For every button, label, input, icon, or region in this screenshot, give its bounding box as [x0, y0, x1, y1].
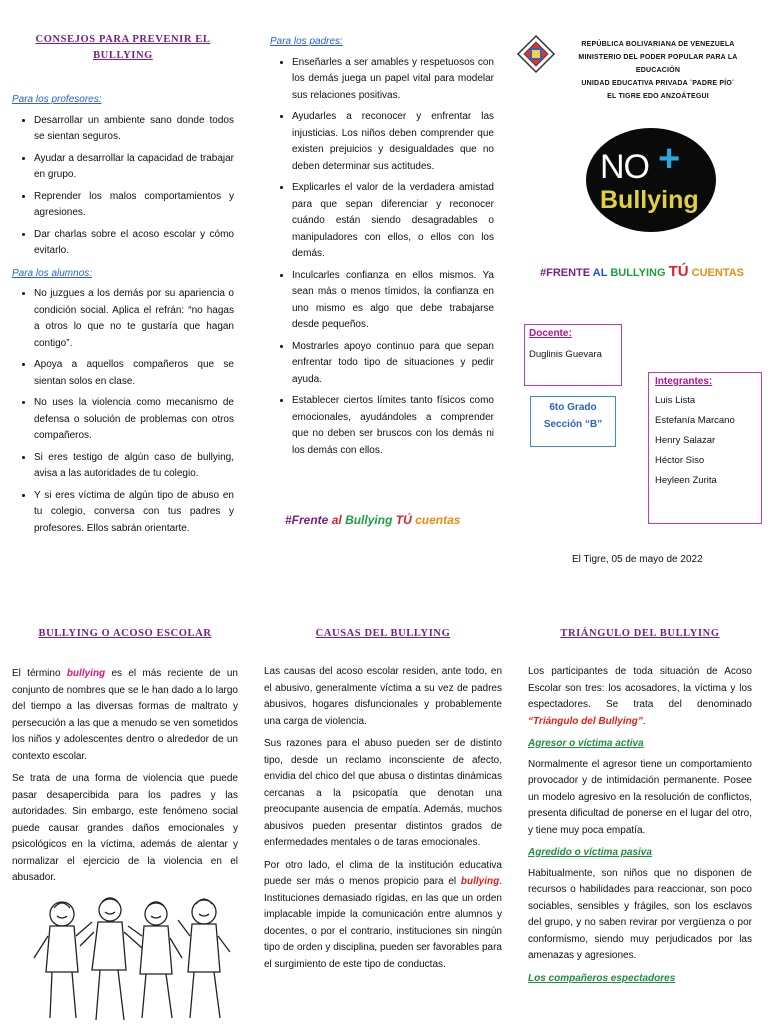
member-name: Henry Salazar: [655, 435, 716, 446]
section-text: Sección “B”: [543, 419, 603, 430]
slogan-word: #FRENTE: [540, 267, 591, 279]
header-line: REPÚBLICA BOLIVARIANA DE VENEZUELA: [581, 41, 735, 48]
header-line: MINISTERIO DEL PODER POPULAR PARA LA EDUCACIÓN: [578, 54, 738, 74]
list-item: • Establecer ciertos límites tanto físicos como emocionales, ayudándoles a comprender que no deben ser bruscos con los demás ni los demás con ellos.: [292, 393, 494, 459]
students-list: [12, 286, 234, 537]
member-name: Héctor Siso: [655, 455, 705, 466]
prevention-title: CONSEJOS PARA PREVENIR EL BULLYING: [35, 34, 211, 61]
slogan-word: AL: [592, 267, 608, 279]
slogan-word: cuentas: [415, 513, 461, 527]
victim-heading: Agredido o víctima pasiva: [528, 847, 652, 858]
text-run: Los participantes de toda situación de Acoso Escolar son tres: los acosadores, la víctima y los espectadores. Se trata del denominado: [528, 666, 752, 710]
slogan-word: TÚ: [668, 263, 689, 280]
highlight-term: bullying: [460, 876, 500, 887]
list-item: • Dar charlas sobre el acoso escolar y cómo evitarlo.: [34, 227, 234, 260]
teacher-card: [524, 324, 622, 386]
children-illustration: [32, 892, 232, 1024]
list-item: • No juzgues a los demás por su apariencia o condición social. Aplica el refrán: “no hagas a otros lo que no te gustaría que hagan contigo”.: [34, 286, 234, 352]
causes-column: [264, 626, 502, 979]
list-item: • Si eres testigo de algún caso de bullying, avisa a las autoridades de tu colegio.: [34, 450, 234, 483]
list-item: • Enseñarles a ser amables y respetuosos con los demás juega un papel vital para modelar sus relaciones positivas.: [292, 55, 494, 105]
list-item: • Mostrarles apoyo continuo para que sepan enfrentar todo tipo de situaciones y pedir ayuda.: [292, 339, 494, 389]
list-item: • Reprender los malos comportamientos y agresiones.: [34, 189, 234, 222]
slogan-word: TÚ: [395, 513, 412, 527]
definition-title: BULLYING O ACOSO ESCOLAR: [38, 628, 212, 639]
member-name: Heyleen Zurita: [655, 475, 717, 486]
list-item: • Ayudarles a reconocer y enfrentar las injusticias. Los niños deben comprender que existen prejuicios y desigualdades que no deben determinar sus actitudes.: [292, 109, 494, 175]
member-name: Estefanía Marcano: [655, 415, 735, 426]
date-text: El Tigre, 05 de mayo de 2022: [572, 554, 703, 565]
grade-card: [530, 396, 616, 447]
causes-paragraph: Las causas del acoso escolar residen, ante todo, en el abusivo, generalmente víctima a su vez de padres abusivos, hogares disfuncionales y probablemente una carga de violencia.: [264, 666, 502, 727]
parents-tips-column: [270, 34, 494, 464]
parents-heading: Para los padres:: [270, 36, 343, 47]
teacher-name: Duglinis Guevara: [529, 349, 602, 360]
logo-bullying-text: Bullying: [600, 186, 699, 214]
logo-plus-icon: +: [658, 138, 681, 180]
teacher-label: Docente:: [529, 328, 572, 339]
bystanders-heading: Los compañeros espectadores: [528, 972, 676, 984]
text-run: es el más reciente de un conjunto de nombres que se le han dado a lo largo del tiempo a las diversas formas de maltrato y persecución a las que a menudo se ven sometidos los niños y adolescentes dentro o alrededor de un contexto escolar.: [12, 668, 238, 762]
causes-title: CAUSAS DEL BULLYING: [315, 628, 451, 639]
definition-paragraph: [12, 666, 238, 765]
logo-no-text: NO: [600, 148, 649, 186]
slogan-word: al: [331, 513, 342, 527]
member-name: Luis Lista: [655, 395, 696, 406]
list-item: • Explicarles el valor de la verdadera amistad para que sepan diferenciar y reconocer cuándo están siendo desagradables o manipuladores con ellos, o ellos con los demás.: [292, 180, 494, 263]
causes-paragraph: [264, 858, 502, 974]
highlight-term: bullying: [66, 668, 106, 679]
list-item: • Desarrollar un ambiente sano donde todos se sientan seguros.: [34, 113, 234, 146]
members-label: Integrantes:: [655, 376, 713, 387]
list-item: • Inculcarles confianza en ellos mismos. Ya sean más o menos tímidos, la confianza en uno mismo es algo que debe trabajarse desde pequeños.: [292, 268, 494, 334]
teachers-list: [12, 113, 234, 260]
triangle-paragraph: Normalmente el agresor tiene un comportamiento provocador y de intimidación permanente. Posee un modelo agresivo en la resolución de conflictos, presenta dificultad de ponerse en el lugar del otro, y tiene muy poca empatía.: [528, 758, 752, 836]
students-heading: Para los alumnos:: [12, 267, 93, 279]
triangle-paragraph: Habitualmente, son niños que no disponen de recursos o habilidades para reaccionar, son poco sociables, sensibles y frágiles, son los esclavos del grupo, y no saben revirar por vergüenza o por conformismo, siendo muy perjudicados por las amenazas y agresiones.: [528, 867, 752, 961]
school-seal: [516, 34, 556, 74]
triangle-column: [528, 626, 752, 991]
definition-paragraph: Se trata de una forma de violencia que puede pasar desapercibida para los padres y las autoridades. Sin embargo, este fenómeno social puede causar grandes daños emocionales y psicológicos en la víctima, además de alentar y normalizar el ejercicio de la violencia en el abusador.: [12, 773, 238, 883]
grade-text: 6to Grado: [549, 402, 597, 413]
slogan-right: [540, 263, 744, 280]
members-card: [648, 372, 762, 524]
teachers-heading: Para los profesores:: [12, 94, 102, 105]
slogan-mid: [285, 513, 460, 527]
prevention-tips-column: [12, 32, 234, 542]
header-line: UNIDAD EDUCATIVA PRIVADA ¨PADRE PÍO¨: [581, 80, 735, 87]
slogan-word: #Frente: [285, 513, 329, 527]
header-line: EL TIGRE EDO ANZOÁTEGUI: [607, 93, 709, 100]
text-run: . Instituciones demasiado rígidas, en las que un orden implacable impide la comunicación entre alumnos y docentes, o por el contrario, instituciones sin ningún tipo de orden y disciplina, pueden ser favorables para el surgimiento de este tipo de conductas.: [264, 876, 502, 970]
list-item: • Y si eres víctima de algún tipo de abuso en tu colegio, conversa con tus padres y profesores. Ellos sabrán orientarte.: [34, 488, 234, 538]
text-run: Por otro lado, el clima de la institución educativa puede ser más o menos propicio para el: [264, 859, 502, 887]
triangle-title: TRIÁNGULO DEL BULLYING: [560, 628, 720, 639]
bullying-definition-column: [12, 626, 238, 893]
triangle-paragraph: [528, 664, 752, 730]
list-item: • Ayudar a desarrollar la capacidad de trabajar en grupo.: [34, 151, 234, 184]
causes-paragraph: Sus razones para el abuso pueden ser de distinto tipo, desde un reclamo inconsciente de afecto, envidia del chico del que abusa o distintas dinámicas cercanas a la psicopatía que denotan una preocupante ausencia de empatía. Además, muchos abusivos pueden presentar distintos grados de enfermedades mentales o de taras emocionales.: [264, 738, 502, 848]
text-run: El término: [12, 668, 67, 679]
parents-list: [270, 55, 494, 460]
no-bullying-logo: [586, 128, 716, 232]
list-item: • Apoya a aquellos compañeros que se sientan solos en clase.: [34, 357, 234, 390]
slogan-word: CUENTAS: [691, 267, 745, 279]
aggressor-heading: Agresor o víctima activa: [528, 738, 644, 749]
highlight-term: “Triángulo del Bullying”: [528, 715, 643, 727]
school-header: [556, 38, 760, 103]
slogan-word: Bullying: [345, 513, 393, 527]
text-run: .: [642, 715, 646, 727]
slogan-word: BULLYING: [610, 267, 666, 279]
list-item: • No uses la violencia como mecanismo de defensa o solución de problemas con otros compañeros.: [34, 395, 234, 445]
